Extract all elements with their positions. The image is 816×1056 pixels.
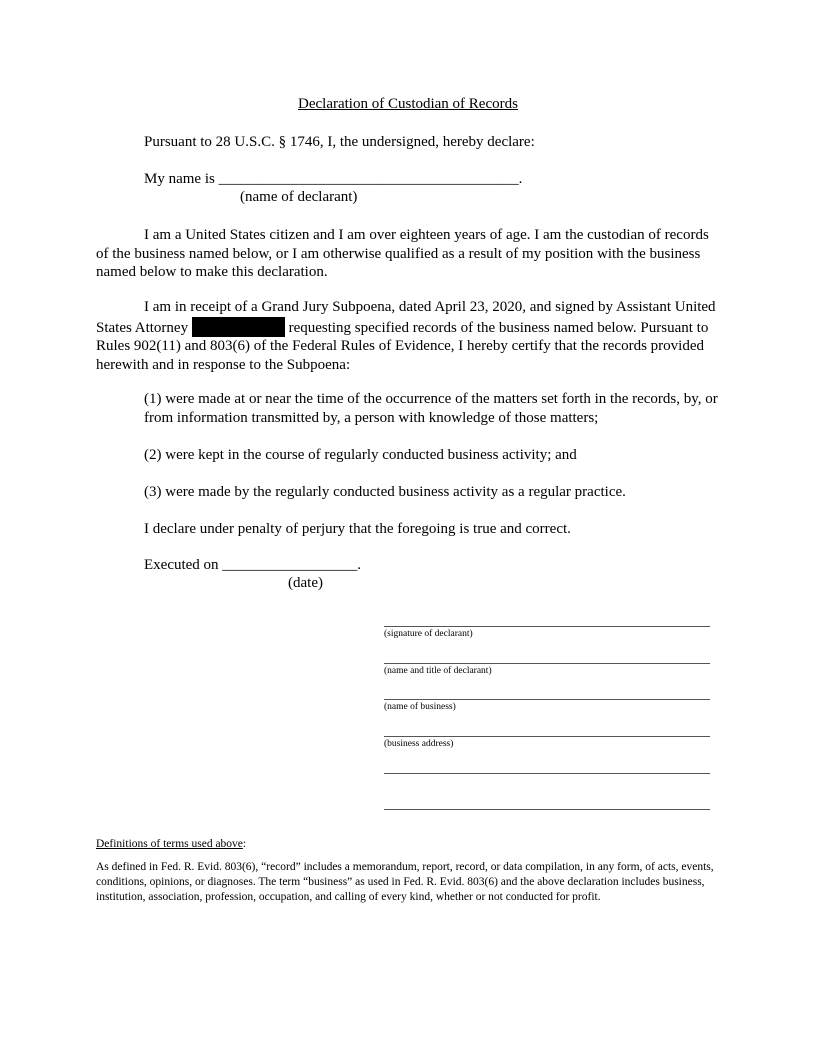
redacted-name-block: [192, 317, 285, 337]
definitions-heading-colon: :: [242, 838, 247, 850]
definitions-text: As defined in Fed. R. Evid. 803(6), “record” includes a memorandum, report, record, or data compilation, in any form, of acts, events, conditions, opinions, or diagnoses. The term “business” as used in Fed. R. Evid. 803(6) and the above declaration includes business, institution, association, profession, occupation, and calling of every kind, whether or not conducted for profit.: [96, 861, 714, 903]
subpoena-text-before: I am in receipt of a Grand Jury Subpoena, dated April 23, 2020, and signed by Assistant United States Attorney: [96, 299, 716, 336]
business-address-line-3[interactable]: [384, 809, 710, 810]
certification-item-3: (3) were made by the regularly conducted business activity as a regular practice.: [144, 484, 626, 500]
declarant-name-caption: (name of declarant): [240, 189, 358, 205]
business-name-line[interactable]: [384, 699, 710, 700]
document-title: Declaration of Custodian of Records: [298, 96, 518, 112]
date-caption: (date): [288, 575, 323, 591]
business-name-label: (name of business): [384, 702, 456, 712]
declarant-name-line[interactable]: My name is ________________________________________.: [144, 171, 523, 187]
subpoena-text-after: requesting specified records of the business named below. Pursuant to Rules 902(11) and 803(6) of the Federal Rules of Evidence, I hereby certify that the records provided herewith and in response to the Subpoena:: [96, 319, 709, 373]
definitions-heading: [96, 838, 246, 850]
citizenship-paragraph: I am a United States citizen and I am over eighteen years of age. I am the custodian of records of the business named below, or I am otherwise qualified as a result of my position with the business named below to make this declaration.: [96, 227, 709, 280]
name-title-line[interactable]: [384, 663, 710, 664]
business-address-label: (business address): [384, 739, 454, 749]
intro-statement: Pursuant to 28 U.S.C. § 1746, I, the undersigned, hereby declare:: [144, 134, 535, 150]
executed-date-line[interactable]: Executed on __________________.: [144, 557, 362, 573]
business-address-line[interactable]: [384, 736, 710, 737]
perjury-statement: I declare under penalty of perjury that the foregoing is true and correct.: [144, 521, 571, 537]
certification-item-1: (1) were made at or near the time of the occurrence of the matters set forth in the records, by, or from information transmitted by, a person with knowledge of those matters;: [144, 391, 718, 426]
signature-line[interactable]: [384, 626, 710, 627]
signature-label: (signature of declarant): [384, 629, 473, 639]
business-address-line-2[interactable]: [384, 773, 710, 774]
subpoena-paragraph: [96, 298, 720, 374]
name-title-label: (name and title of declarant): [384, 666, 492, 676]
certification-item-2: (2) were kept in the course of regularly conducted business activity; and: [144, 447, 577, 463]
definitions-heading-text: Definitions of terms used above: [96, 838, 243, 850]
